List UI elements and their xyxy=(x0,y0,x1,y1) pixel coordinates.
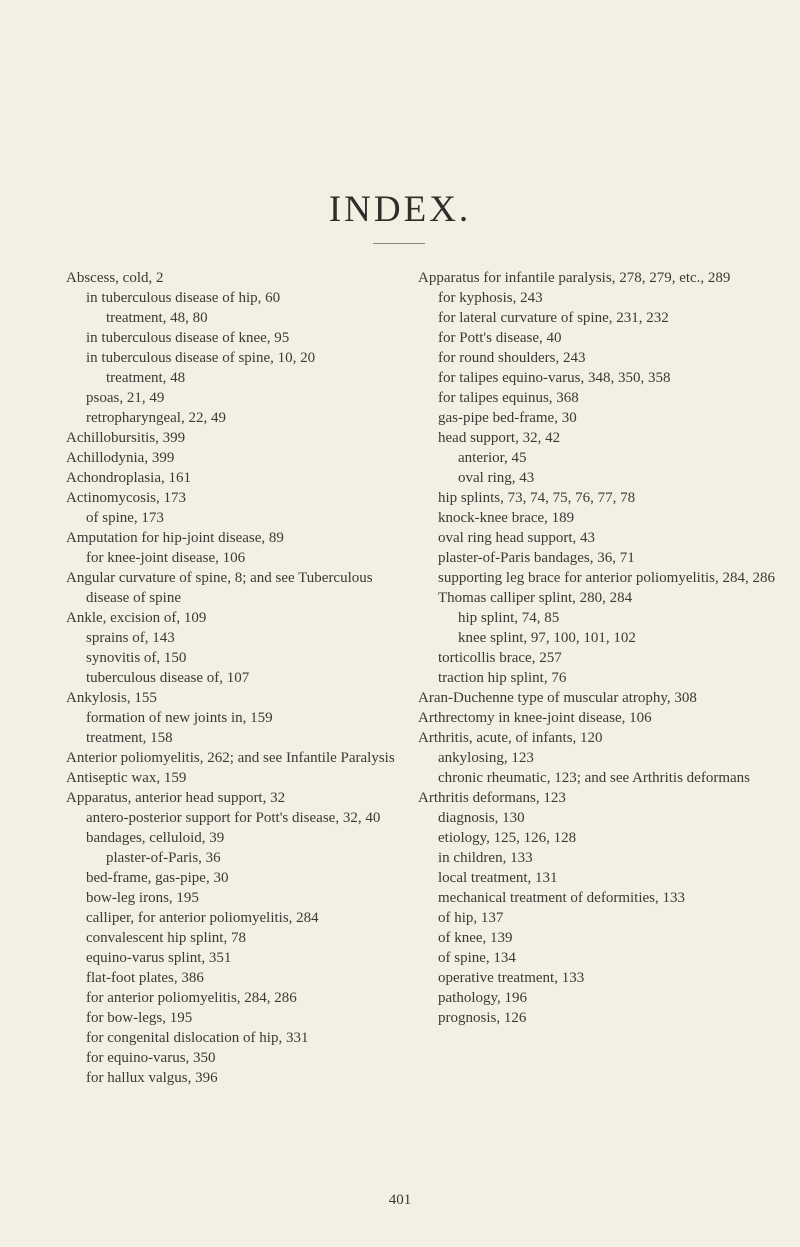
index-subentry: formation of new joints in, 159 xyxy=(86,710,273,726)
index-subentry: for talipes equino-varus, 348, 350, 358 xyxy=(438,370,671,386)
index-subentry: hip splint, 74, 85 xyxy=(458,610,560,626)
index-subentry: retropharyngeal, 22, 49 xyxy=(86,410,226,426)
index-subentry: for hallux valgus, 396 xyxy=(86,1070,218,1086)
index-subentry: calliper, for anterior poliomyelitis, 284 xyxy=(86,910,319,926)
index-subentry: gas-pipe bed-frame, 30 xyxy=(438,410,577,426)
index-subentry: Thomas calliper splint, 280, 284 xyxy=(438,590,633,606)
index-subentry: of knee, 139 xyxy=(438,930,513,946)
index-entry: Arthritis deformans, 123 xyxy=(418,790,566,806)
index-entry: Apparatus, anterior head support, 32 xyxy=(66,790,286,806)
page-number: 401 xyxy=(388,1192,412,1208)
index-entry: Antiseptic wax, 159 xyxy=(66,770,187,786)
index-subentry: head support, 32, 42 xyxy=(438,430,561,446)
index-subentry: of spine, 134 xyxy=(438,950,516,966)
index-subentry: equino-varus splint, 351 xyxy=(86,950,232,966)
index-subentry: for kyphosis, 243 xyxy=(438,290,543,306)
index-entry: Aran-Duchenne type of muscular atrophy, 308 xyxy=(418,690,697,706)
index-entry: Ankylosis, 155 xyxy=(66,690,157,706)
index-subentry: diagnosis, 130 xyxy=(438,810,525,826)
index-subentry: of hip, 137 xyxy=(438,910,504,926)
index-subentry: sprains of, 143 xyxy=(86,630,175,646)
index-subentry: for knee-joint disease, 106 xyxy=(86,550,246,566)
index-subentry: treatment, 48 xyxy=(106,370,186,386)
index-subentry: pathology, 196 xyxy=(438,990,528,1006)
index-subentry: convalescent hip splint, 78 xyxy=(86,930,246,946)
index-subentry: bandages, celluloid, 39 xyxy=(86,830,225,846)
index-subentry: of spine, 173 xyxy=(86,510,164,526)
index-subentry: for Pott's disease, 40 xyxy=(438,330,562,346)
index-subentry: psoas, 21, 49 xyxy=(86,390,165,406)
index-entry: Apparatus for infantile paralysis, 278, 279, etc., 289 xyxy=(418,270,731,286)
index-column-right xyxy=(418,268,776,1028)
index-subentry: for equino-varus, 350 xyxy=(86,1050,216,1066)
index-subentry: ankylosing, 123 xyxy=(438,750,534,766)
index-subentry: for talipes equinus, 368 xyxy=(438,390,579,406)
index-subentry: tuberculous disease of, 107 xyxy=(86,670,250,686)
index-subentry: for anterior poliomyelitis, 284, 286 xyxy=(86,990,297,1006)
index-entry: Achondroplasia, 161 xyxy=(66,470,191,486)
index-subentry: oval ring head support, 43 xyxy=(438,530,596,546)
index-entry: Ankle, excision of, 109 xyxy=(66,610,207,626)
index-subentry: prognosis, 126 xyxy=(438,1010,527,1026)
index-entry: Achillodynia, 399 xyxy=(66,450,175,466)
index-column-left xyxy=(66,268,406,1088)
index-subentry: in tuberculous disease of spine, 10, 20 xyxy=(86,350,316,366)
index-entry: Abscess, cold, 2 xyxy=(66,270,164,286)
index-subentry: in children, 133 xyxy=(438,850,533,866)
title-rule xyxy=(373,243,425,244)
index-entry: Anterior poliomyelitis, 262; and see Infantile Paralysis xyxy=(66,750,395,766)
index-subentry: supporting leg brace for anterior poliomyelitis, 284, 286 xyxy=(438,570,776,586)
index-subentry: torticollis brace, 257 xyxy=(438,650,562,666)
index-subentry: knock-knee brace, 189 xyxy=(438,510,575,526)
index-subentry: treatment, 48, 80 xyxy=(106,310,208,326)
index-subentry: oval ring, 43 xyxy=(458,470,535,486)
index-subentry: for bow-legs, 195 xyxy=(86,1010,193,1026)
index-entry: Arthritis, acute, of infants, 120 xyxy=(418,730,603,746)
index-subentry: traction hip splint, 76 xyxy=(438,670,567,686)
index-entry: Arthrectomy in knee-joint disease, 106 xyxy=(418,710,652,726)
index-subentry: operative treatment, 133 xyxy=(438,970,585,986)
index-entry: Achillobursitis, 399 xyxy=(66,430,186,446)
index-subentry: for congenital dislocation of hip, 331 xyxy=(86,1030,309,1046)
index-subentry: antero-posterior support for Pott's disease, 32, 40 xyxy=(86,810,381,826)
index-subentry: bow-leg irons, 195 xyxy=(86,890,199,906)
index-subentry: mechanical treatment of deformities, 133 xyxy=(438,890,685,906)
index-entry: Amputation for hip-joint disease, 89 xyxy=(66,530,284,546)
page-title: INDEX. xyxy=(328,189,472,230)
index-subentry: hip splints, 73, 74, 75, 76, 77, 78 xyxy=(438,490,636,506)
index-subentry: flat-foot plates, 386 xyxy=(86,970,204,986)
index-entry: Angular curvature of spine, 8; and see Tuberculous disease of spine xyxy=(66,570,373,606)
index-entry: Actinomycosis, 173 xyxy=(66,490,186,506)
index-subentry: in tuberculous disease of hip, 60 xyxy=(86,290,281,306)
index-subentry: plaster-of-Paris bandages, 36, 71 xyxy=(438,550,635,566)
index-subentry: for round shoulders, 243 xyxy=(438,350,586,366)
index-subentry: chronic rheumatic, 123; and see Arthritis deformans xyxy=(438,770,750,786)
index-subentry: treatment, 158 xyxy=(86,730,173,746)
index-subentry: knee splint, 97, 100, 101, 102 xyxy=(458,630,636,646)
index-subentry: in tuberculous disease of knee, 95 xyxy=(86,330,290,346)
index-subentry: for lateral curvature of spine, 231, 232 xyxy=(438,310,669,326)
index-subentry: plaster-of-Paris, 36 xyxy=(106,850,221,866)
index-subentry: local treatment, 131 xyxy=(438,870,558,886)
index-subentry: bed-frame, gas-pipe, 30 xyxy=(86,870,229,886)
index-subentry: anterior, 45 xyxy=(458,450,527,466)
index-subentry: etiology, 125, 126, 128 xyxy=(438,830,577,846)
index-subentry: synovitis of, 150 xyxy=(86,650,187,666)
